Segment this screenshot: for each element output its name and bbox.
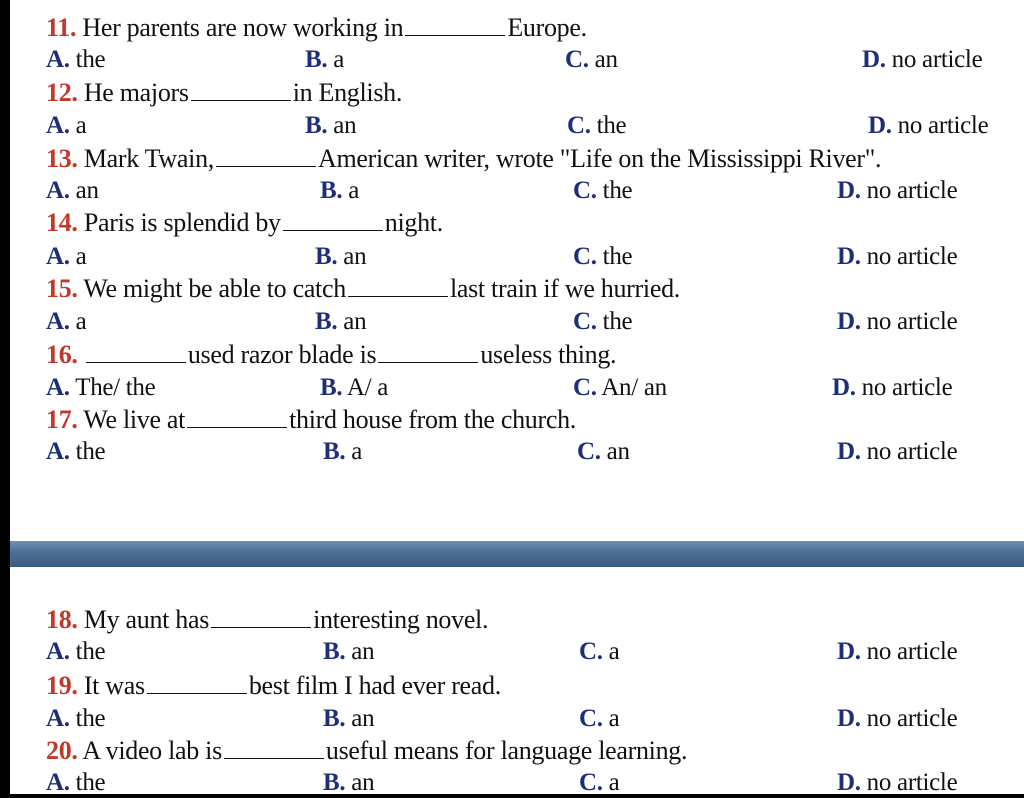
option-text: the bbox=[590, 112, 627, 139]
question-text: night. bbox=[384, 208, 443, 237]
worksheet-page-2 bbox=[10, 567, 1024, 794]
option-text: The/ the bbox=[69, 374, 156, 401]
question-text: A video lab is bbox=[82, 736, 222, 765]
option-14-c[interactable] bbox=[573, 242, 632, 272]
option-letter: B. bbox=[320, 374, 343, 401]
option-text: a bbox=[602, 705, 620, 732]
option-text: the bbox=[69, 46, 106, 73]
option-16-a[interactable] bbox=[46, 373, 155, 403]
question-text: Europe. bbox=[507, 13, 587, 42]
question-number: 18. bbox=[46, 605, 78, 634]
option-text: an bbox=[600, 438, 630, 465]
option-text: an bbox=[345, 705, 375, 732]
option-letter: D. bbox=[837, 638, 861, 665]
option-text: An/ an bbox=[596, 374, 667, 401]
option-17-d[interactable] bbox=[837, 437, 957, 467]
question-number: 19. bbox=[46, 671, 78, 700]
option-letter: A. bbox=[46, 438, 70, 465]
option-letter: A. bbox=[46, 638, 70, 665]
option-letter: C. bbox=[573, 243, 597, 270]
answer-blank[interactable] bbox=[216, 146, 316, 167]
option-letter: C. bbox=[577, 438, 601, 465]
option-text: the bbox=[69, 638, 106, 665]
option-letter: B. bbox=[315, 243, 338, 270]
option-12-a[interactable] bbox=[46, 111, 86, 141]
question-20 bbox=[46, 736, 687, 766]
option-letter: A. bbox=[46, 112, 70, 139]
question-text: Her parents are now working in bbox=[82, 13, 404, 42]
option-letter: A. bbox=[46, 374, 70, 401]
option-14-a[interactable] bbox=[46, 242, 86, 272]
option-14-b[interactable] bbox=[315, 242, 366, 272]
question-text: interesting novel. bbox=[313, 605, 489, 634]
question-17 bbox=[46, 405, 576, 435]
option-18-a[interactable] bbox=[46, 637, 105, 667]
option-text: a bbox=[602, 638, 620, 665]
option-13-a[interactable] bbox=[46, 176, 99, 206]
question-text: My aunt has bbox=[83, 605, 210, 634]
option-letter: B. bbox=[323, 638, 346, 665]
option-text: a bbox=[602, 769, 620, 796]
option-letter: A. bbox=[46, 308, 70, 335]
option-text: a bbox=[342, 177, 360, 204]
option-text: a bbox=[69, 243, 87, 270]
option-letter: B. bbox=[315, 308, 338, 335]
question-19 bbox=[46, 671, 501, 701]
question-text: It was bbox=[83, 671, 145, 700]
option-18-c[interactable] bbox=[579, 637, 619, 667]
option-letter: D. bbox=[832, 374, 856, 401]
worksheet-page-1 bbox=[10, 0, 1024, 541]
answer-blank[interactable] bbox=[348, 276, 448, 297]
question-text: We live at bbox=[83, 405, 186, 434]
option-text: an bbox=[345, 638, 375, 665]
question-text: Mark Twain, bbox=[83, 144, 214, 173]
option-text: no article bbox=[860, 177, 958, 204]
option-text: no article bbox=[860, 438, 958, 465]
option-17-c[interactable] bbox=[577, 437, 630, 467]
option-letter: D. bbox=[837, 308, 861, 335]
option-14-d[interactable] bbox=[837, 242, 957, 272]
option-19-a[interactable] bbox=[46, 704, 105, 734]
question-11 bbox=[46, 13, 587, 43]
question-12 bbox=[46, 78, 402, 108]
option-letter: B. bbox=[323, 705, 346, 732]
option-letter: C. bbox=[579, 769, 603, 796]
option-letter: A. bbox=[46, 46, 70, 73]
question-15 bbox=[46, 274, 680, 304]
option-text: no article bbox=[860, 308, 958, 335]
option-17-a[interactable] bbox=[46, 437, 105, 467]
option-letter: C. bbox=[565, 46, 589, 73]
option-letter: C. bbox=[573, 177, 597, 204]
question-text: We might be able to catch bbox=[83, 274, 346, 303]
answer-blank[interactable] bbox=[378, 342, 478, 363]
option-text: the bbox=[596, 243, 633, 270]
option-text: a bbox=[69, 112, 87, 139]
question-text: best film I had ever read. bbox=[248, 671, 501, 700]
option-11-a[interactable] bbox=[46, 45, 105, 75]
option-letter: B. bbox=[323, 438, 346, 465]
option-13-b[interactable] bbox=[320, 176, 359, 206]
option-12-b[interactable] bbox=[305, 111, 356, 141]
option-letter: B. bbox=[323, 769, 346, 796]
option-text: an bbox=[327, 112, 357, 139]
question-text: Paris is splendid by bbox=[83, 208, 281, 237]
question-number: 17. bbox=[46, 405, 78, 434]
option-text: no article bbox=[860, 769, 958, 796]
option-text: an bbox=[337, 243, 367, 270]
option-16-b[interactable] bbox=[320, 373, 388, 403]
question-18 bbox=[46, 605, 488, 635]
option-letter: C. bbox=[567, 112, 591, 139]
answer-blank[interactable] bbox=[224, 738, 324, 759]
option-text: the bbox=[596, 177, 633, 204]
option-text: an bbox=[588, 46, 618, 73]
option-text: a bbox=[69, 308, 87, 335]
answer-blank[interactable] bbox=[283, 210, 383, 231]
option-letter: C. bbox=[573, 308, 597, 335]
answer-blank[interactable] bbox=[86, 342, 186, 363]
option-letter: B. bbox=[320, 177, 343, 204]
option-letter: C. bbox=[573, 374, 597, 401]
option-text: no article bbox=[860, 705, 958, 732]
option-letter: D. bbox=[837, 438, 861, 465]
question-13 bbox=[46, 144, 881, 174]
answer-blank[interactable] bbox=[191, 80, 291, 101]
option-19-c[interactable] bbox=[579, 704, 619, 734]
option-15-d[interactable] bbox=[837, 307, 957, 337]
question-number: 16. bbox=[46, 340, 78, 369]
option-11-b[interactable] bbox=[305, 45, 344, 75]
question-text: last train if we hurried. bbox=[449, 274, 680, 303]
option-19-d[interactable] bbox=[837, 704, 957, 734]
option-16-d[interactable] bbox=[832, 373, 952, 403]
question-number: 12. bbox=[46, 78, 78, 107]
question-text: American writer, wrote "Life on the Mississippi River". bbox=[317, 144, 882, 173]
question-number: 20. bbox=[46, 736, 78, 765]
answer-blank[interactable] bbox=[211, 607, 311, 628]
answer-blank[interactable] bbox=[187, 407, 287, 428]
option-text: the bbox=[69, 705, 106, 732]
option-11-d[interactable] bbox=[862, 45, 982, 75]
question-text: useful means for language learning. bbox=[325, 736, 688, 765]
option-text: A/ a bbox=[342, 374, 389, 401]
option-text: an bbox=[345, 769, 375, 796]
question-number: 11. bbox=[46, 13, 77, 42]
option-letter: A. bbox=[46, 769, 70, 796]
option-13-c[interactable] bbox=[573, 176, 632, 206]
option-text: no article bbox=[891, 112, 989, 139]
option-letter: B. bbox=[305, 46, 328, 73]
option-15-c[interactable] bbox=[573, 307, 632, 337]
option-text: the bbox=[69, 769, 106, 796]
question-number: 15. bbox=[46, 274, 78, 303]
option-text: an bbox=[69, 177, 99, 204]
question-number: 13. bbox=[46, 144, 78, 173]
option-letter: D. bbox=[837, 177, 861, 204]
option-letter: C. bbox=[579, 638, 603, 665]
option-letter: B. bbox=[305, 112, 328, 139]
option-text: an bbox=[337, 308, 367, 335]
page-separator bbox=[10, 541, 1024, 567]
question-number: 14. bbox=[46, 208, 78, 237]
answer-blank[interactable] bbox=[147, 673, 247, 694]
question-14 bbox=[46, 208, 443, 238]
option-12-c[interactable] bbox=[567, 111, 626, 141]
option-18-b[interactable] bbox=[323, 637, 374, 667]
option-text: no article bbox=[860, 638, 958, 665]
option-letter: D. bbox=[837, 243, 861, 270]
option-text: no article bbox=[885, 46, 983, 73]
option-letter: A. bbox=[46, 177, 70, 204]
question-text: used razor blade is bbox=[187, 340, 377, 369]
question-text: third house from the church. bbox=[289, 405, 576, 434]
option-letter: A. bbox=[46, 705, 70, 732]
option-letter: C. bbox=[579, 705, 603, 732]
option-letter: D. bbox=[837, 705, 861, 732]
option-letter: D. bbox=[868, 112, 892, 139]
question-text: useless thing. bbox=[480, 340, 617, 369]
answer-blank[interactable] bbox=[405, 15, 505, 36]
option-text: a bbox=[327, 46, 345, 73]
option-16-c[interactable] bbox=[573, 373, 667, 403]
question-text: He majors bbox=[83, 78, 189, 107]
option-text: no article bbox=[855, 374, 953, 401]
option-12-d[interactable] bbox=[868, 111, 988, 141]
option-15-b[interactable] bbox=[315, 307, 366, 337]
question-16 bbox=[46, 340, 616, 370]
option-letter: D. bbox=[862, 46, 886, 73]
option-text: a bbox=[345, 438, 363, 465]
option-15-a[interactable] bbox=[46, 307, 86, 337]
option-letter: D. bbox=[837, 769, 861, 796]
option-text: no article bbox=[860, 243, 958, 270]
option-text: the bbox=[596, 308, 633, 335]
option-13-d[interactable] bbox=[837, 176, 957, 206]
option-11-c[interactable] bbox=[565, 45, 618, 75]
question-text: in English. bbox=[292, 78, 403, 107]
option-text: the bbox=[69, 438, 106, 465]
option-18-d[interactable] bbox=[837, 637, 957, 667]
option-19-b[interactable] bbox=[323, 704, 374, 734]
option-letter: A. bbox=[46, 243, 70, 270]
option-17-b[interactable] bbox=[323, 437, 362, 467]
